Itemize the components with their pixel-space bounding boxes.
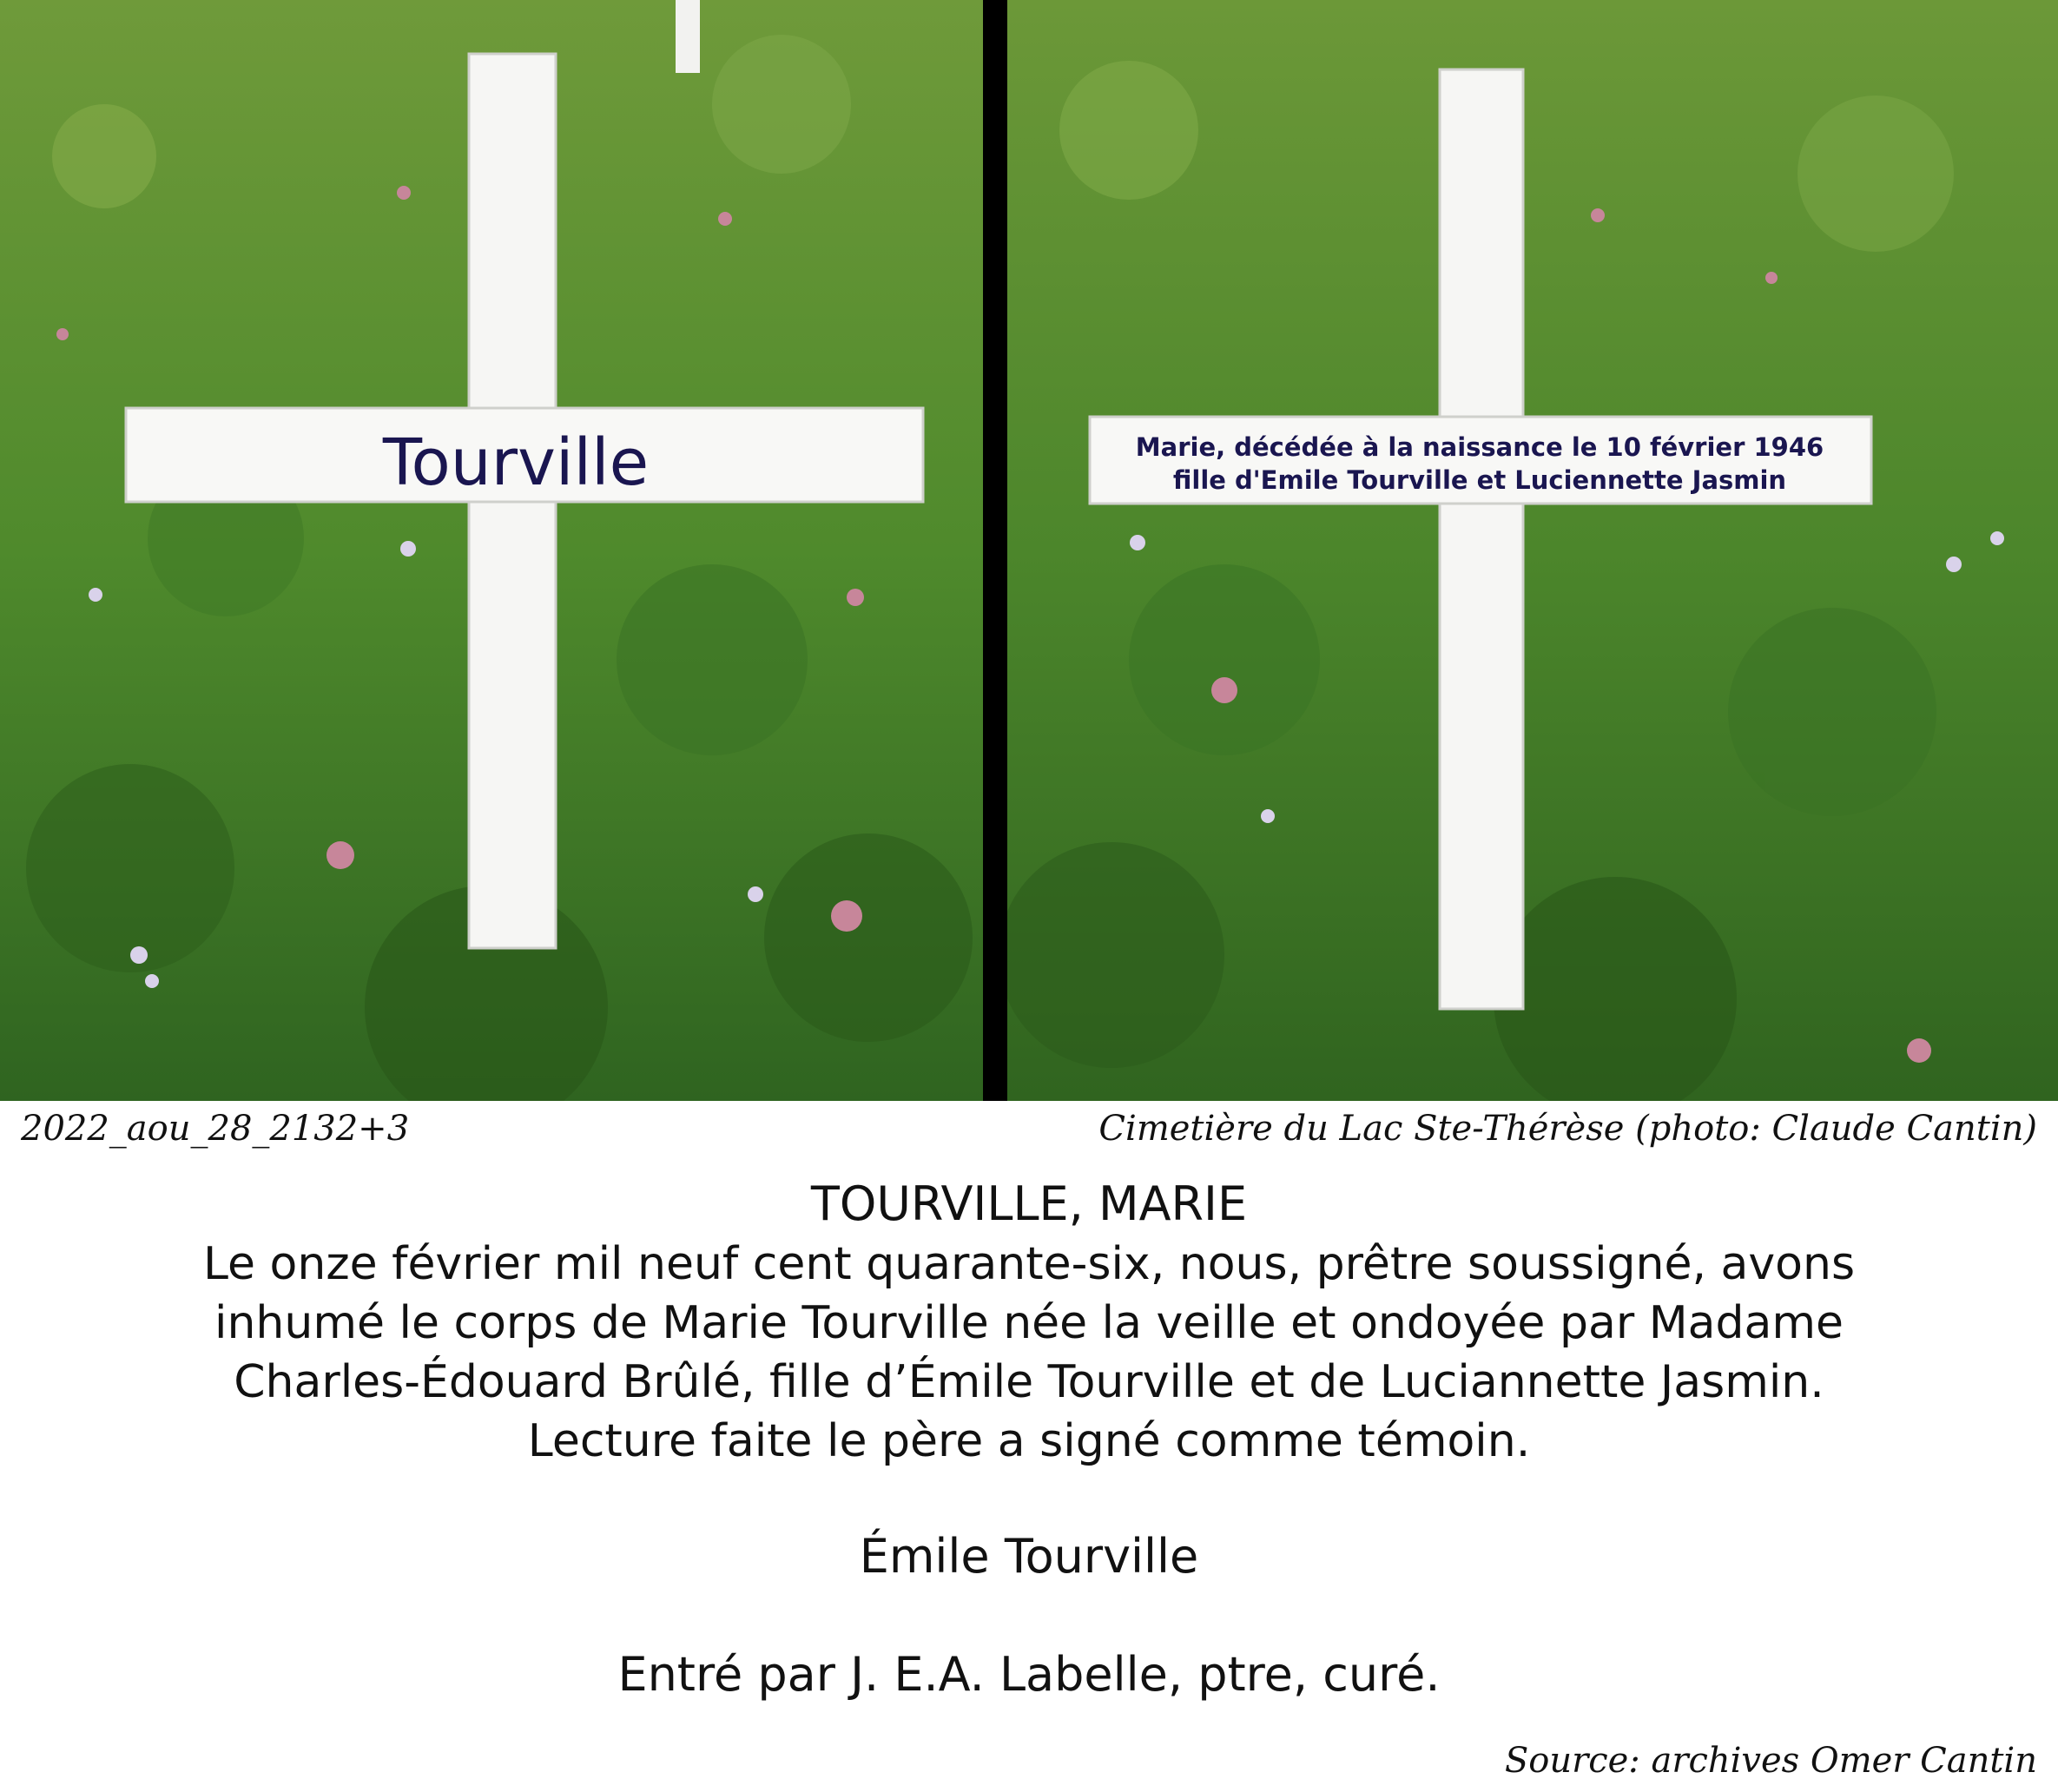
grave-cross-front-image [0, 0, 983, 1101]
record-entry: Entré par J. E.A. Labelle, ptre, curé. [617, 1647, 1441, 1702]
photo-id-caption: 2022_aou_28_2132+3 [21, 1109, 410, 1149]
record-title: TOURVILLE, MARIE [810, 1176, 1248, 1231]
cross-name-label: Tourville [382, 425, 650, 500]
record-line: Le onze février mil neuf cent quarante-six, nous, prêtre soussigné, avons [202, 1238, 1856, 1290]
photo-cross-back [1007, 0, 2058, 1101]
photo-location-caption: Cimetière du Lac Ste-Thérèse (photo: Claude Cantin) [1098, 1109, 2037, 1149]
cross-inscription-line-1: Marie, décédée à la naissance le 10 février 1946 [1135, 432, 1824, 462]
grave-cross-back-image [1007, 0, 2058, 1101]
record-line: Lecture faite le père a signé comme témoin. [527, 1415, 1531, 1467]
record-signature: Émile Tourville [859, 1529, 1199, 1584]
record-line: Charles-Édouard Brûlé, fille d’Émile Tourville et de Luciannette Jasmin. [234, 1356, 1824, 1408]
cross-inscription-line-2: fille d'Emile Tourville et Luciennette Jasmin [1172, 465, 1787, 495]
source-credit: Source: archives Omer Cantin [1504, 1741, 2037, 1781]
record-body [52, 1235, 2006, 1471]
photo-cross-front [0, 0, 983, 1101]
record-line: inhumé le corps de Marie Tourville née la veille et ondoyée par Madame [214, 1297, 1844, 1349]
